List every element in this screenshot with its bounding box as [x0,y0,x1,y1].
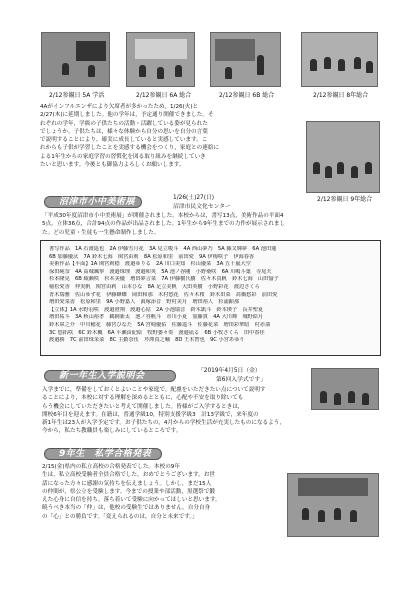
photo-9-person [325,166,332,178]
exam-title-band: 9年生 私学合格発表 [44,448,162,460]
entrance-line: 入学までに，準備をしておくとよいことや家庭で，配慮をいただきたい点について説明す [42,387,266,393]
intro-line: たいと思います。今後とも御協力よろしくお願いします。 [40,162,185,169]
exhibit-body [42,212,382,237]
photo-8-person [366,61,373,73]
photo-5a-person [62,63,69,75]
photo-8 [301,32,378,87]
photo-exam-person [318,510,325,522]
photo-6b [210,32,281,87]
exam-line: の仲間が，県公立を受験します。今までの授業や部活動，黒選祭で鍛 [42,488,215,495]
photo-9-person [313,162,320,174]
intro-line: で説明することにより，確実に成長していると実感しています。こ [40,137,208,144]
entrance-line: ることにより，本校に対する理解を深めるとともに，心配や不安を取り除いても [42,395,244,402]
photo-9-caption: 2/12参観日 9年総合 [317,196,373,203]
entrance-line: 新1年生は23人が入学予定です。お子供たちの，4月からの学校生活が充実したものになるよう， [42,420,285,427]
photo-6a-board [135,39,187,59]
photo-9-person [351,166,358,178]
intro-line: 2/27(木)に延期しました。他の学年は，予定通り開催できました。そ [40,112,214,119]
exhibit-list-line: 渡邉勝 7C 前田珠茉菜 8C 主勤奈伍 芹澤真之輔 8D 王木智也 9C 小宮あゆり [49,337,245,344]
photo-6a-caption: 2/12参観日 6A 総合 [136,92,192,99]
entrance-line: らう機会にしていただきたいと考えて開催しました。皆様がご入学するときは， [42,403,244,410]
photo-8-caption: 2/12参観日 8年総合 [313,92,369,99]
exhibit-list-line: 稲松愛香 仲実帆 関宮由莉 山本ひな 8A 足立美帆 大田英樹 小野彩花 渡辺さくら [49,283,260,290]
exhibit-venue: 沼津市民文化センター [173,204,231,210]
photo-9-person [365,162,372,174]
photo-8-person [310,59,317,71]
photo-8-person [338,59,345,71]
exhibit-list-line: 増田愛菜香 松原和里 9A 小野嘉人 眞塚添音 野村美月 増田裕人 杉浦顕那 [49,299,240,306]
entrance-ceremony: 第6回入学式です」 [216,377,267,383]
exam-body [42,463,278,521]
photo-6a-person [175,65,182,77]
photo-exam-person [302,508,309,520]
photo-6b-caption: 2/12参観日 6B 総合 [219,92,275,99]
exhibit-list-line: 鈴木皐之介 中川穂花 藤宮ひなた 5A 宮崎優佑 佐藤遥斗 佐藤花菜 増田彩華暗 村赤翡 [49,321,271,328]
exam-line: えた心身に自信を持ち，落ち着いて受験に向かってほしいと思います。 [42,497,221,504]
entrance-body [42,386,382,436]
exhibit-list-line: 杉本隆晃 6B 綾瀬咲 杉本美優 増田夢言菜 7A 伊藤樹氏樹 佐々木真帆 鈴木七海 山田愉子 [49,276,279,283]
photo-5a-person [88,65,95,77]
photo-6a-person [139,65,146,77]
exhibit-line: 「平成30年度沼津市小中美術展」が開催されました。本校からは，書写13点，美術作品の平面4 [42,213,284,219]
exhibit-list-line: 青木瑞雅 佐山ゆず花 伊藤蜂蝶 岡田和那 木村悠花 佐々木桜 鈴木田菜 髙橋悠彩 前田愛 [49,291,278,298]
entrance-line: 今から，私たち教職員も楽しみにしているところです。 [42,428,182,435]
exhibit-list-line: 増田祐斗 3A 秋山裕孝 鵜飼新太 池ノ谷帆斗 市川小夏 加藤貫 4A 大川輝 城野絵月 [49,314,264,321]
photo-6a-person [157,67,164,79]
entrance-date: 「2019年4月5日（金） [198,368,261,374]
exhibit-line: 5点，立体36点，合計94点の作品が出品されました。1年生から9年生までの力作が展示されまし [42,221,286,228]
photo-6b-person [225,67,232,79]
exhibit-list-line: 美術作品【平面】1A 関宮莉穏 渡邉ゆりる 2A 川口美知 杉山優菜 3A 五十嵐大空 [49,261,251,268]
photo-5a [41,32,110,87]
photo-9-person [337,162,344,174]
photo-6a [126,32,195,87]
exhibit-list-line: 保田純奈 4A 高城颯寧 渡邉珠理 渡邉和英 5A 池ノ谷剛 小野桑咲 6A 川嶋斗葉 寺尾天 [49,268,272,275]
exam-line: 話になった方々に感謝の気持ちを伝えましょう。しかし，まだ15人 [42,480,212,487]
intro-line: れぞれの学年，学級の子供たちの活動・活躍している姿が見られた [40,120,208,127]
photo-8-person [354,57,361,69]
intro-line: よる1年生からの家庭学習の習慣化を図る取り組みを継続していき [40,153,206,160]
photo-exam-person [334,508,341,520]
exhibit-date: 1/26(土)27(日) [173,195,215,201]
intro-paragraph [40,103,302,169]
exhibit-list [49,246,374,345]
entrance-line: 開校6年目を迎えます。在籍は，普通学級10，特別支援学級3 計13学級で，来年度の [42,411,259,418]
exam-line: 生は，私立高校受験者全員合格でした。おめでとうございます。お世 [42,472,215,479]
exhibit-list-line: 【立体】1A 水野羽咲 渡邉澄翔 渡邉心姑 2A 小池瑞音 鈴木凱斗 鈴木瑛子 長井聖夏 [49,306,264,313]
exhibit-list-box [40,240,381,356]
exam-line: 2/15(金)県内の私立高校の合格発表でした。本校の9年 [42,464,180,470]
intro-line: れからも子供が学習したことを実感する機会をつくり，家庭との連絡に [40,145,220,152]
entrance-title-band: 新一年生入学説明会 [44,370,176,382]
photo-exam-board [298,478,368,496]
intro-line: でしょうか。子供たちは，様々な体験から自分の思いを自分の言葉 [40,128,208,135]
photo-6b-board [215,39,255,61]
photo-8-person [324,57,331,69]
photo-9 [306,121,380,193]
exam-line: 暁うべき本当の「仲」は，他校の受験生ではありません。自分自身 [42,505,211,512]
photo-exam [287,473,379,537]
exhibit-list-line: 3C 悠拓咲 6C 鈴木楓 6A 平瀬由紀絵 牧野萎々奏 渡邉凪る 6B 小牧さくら 田中春佳 [49,329,265,336]
exhibit-list-line: 書写作品 1A 石渡遥也 2A 伊藤雪月花 3A 見立唆斗 4A 西山夢乃 5A 藤又輝夢 6A 池田蓮 [49,246,277,252]
photo-6b-person [257,55,264,75]
intro-line: 4Aがインフルエンザにより欠席者が多かったため，1/26(火)と [40,104,199,110]
exhibit-title-band: 沼津市小中美術展 [44,196,142,208]
exhibit-line: た。どの児童・生徒も一生懸命制作しました。 [42,229,160,236]
photo-exam-person [350,510,357,522]
photo-5a-board [76,41,106,61]
photo-5a-caption: 2/12参観日 5A 学活 [49,92,105,99]
exam-line: の「心」との勝負です。「変えられるのは，自分と未来です。」 [42,513,198,520]
exhibit-list-line: 6B 加藤優汰 7A 鈴木七海 関宮由莉 8A 松原和里 前田愛 9A 伊梅咲子 伊海春香 [49,253,255,260]
